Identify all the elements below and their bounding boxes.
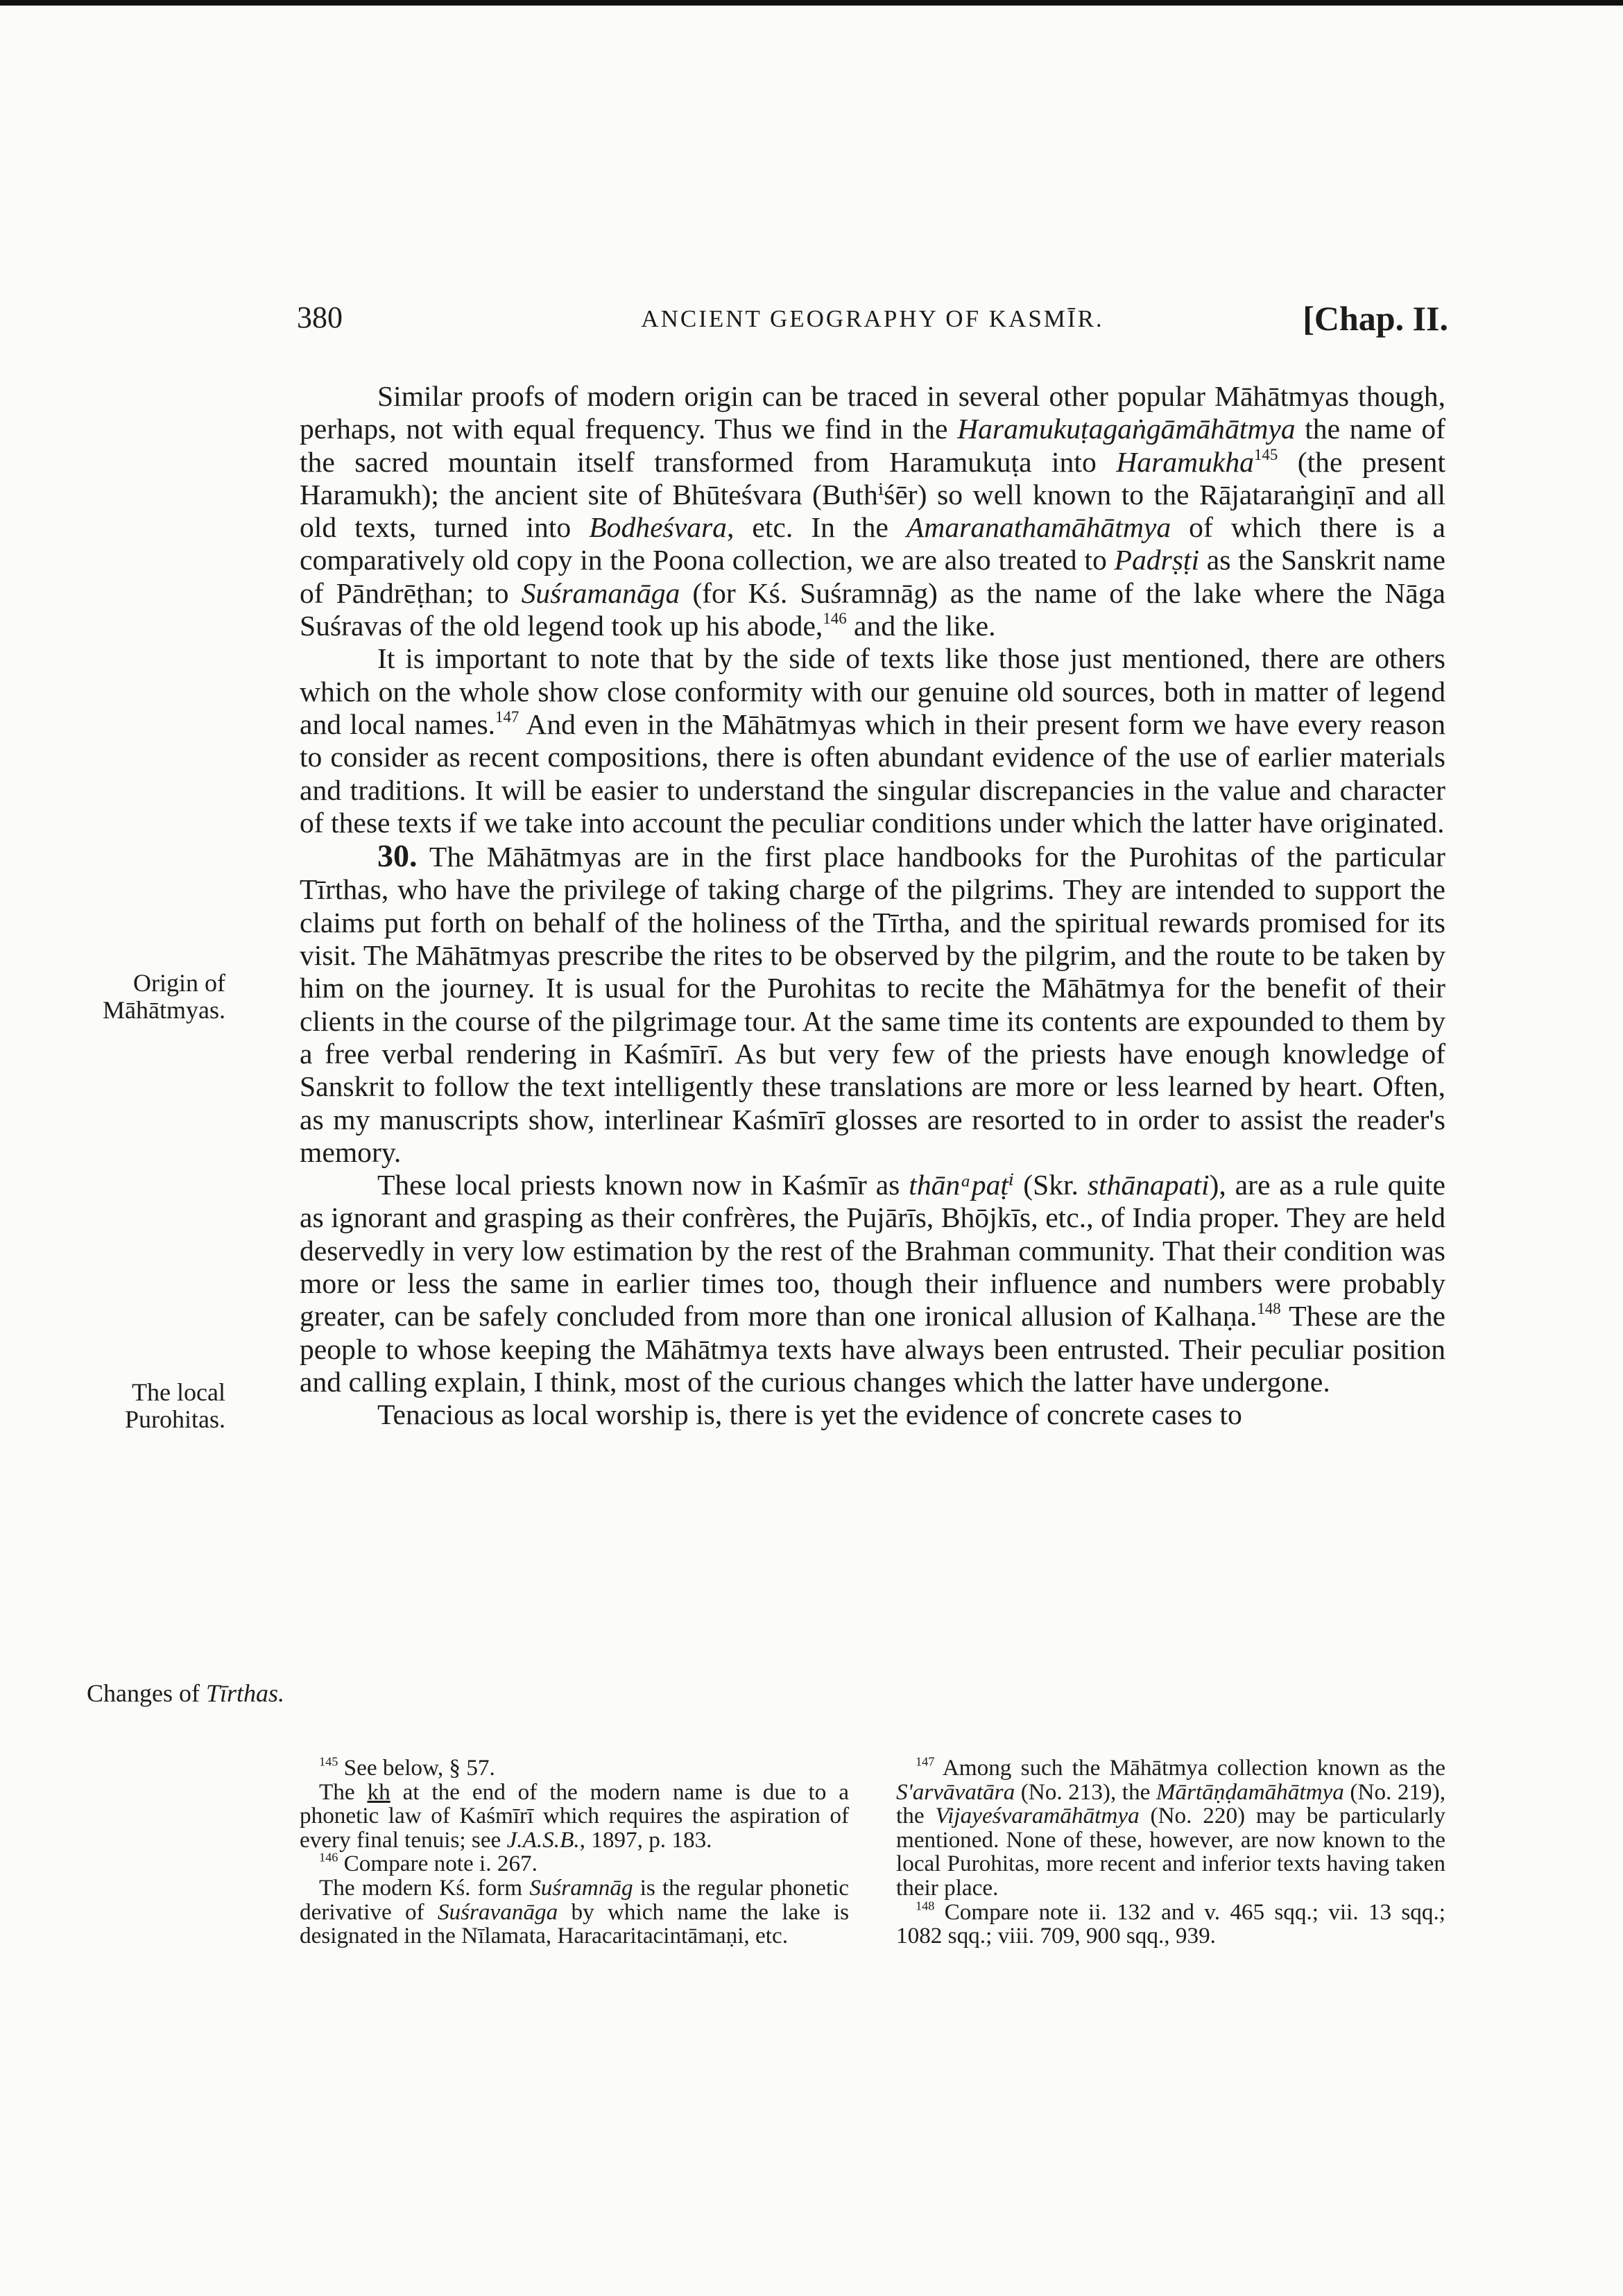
footnote-ref-147: 147 [495,708,519,726]
main-text [300,380,1445,1432]
paragraph-5: Tenacious as local worship is, there is yet the evidence of concrete cases to [377,1398,1242,1431]
running-title: ANCIENT GEOGRAPHY OF KASMĪR. [641,305,1104,332]
paragraph-3: 30. The Māhātmyas are in the first place handbooks for the Purohitas of the particular Tīrthas, who have the privilege of taking charge of the pilgrims. They are intended to support the claims put forth on behalf of the holiness of the Tīrtha, and the spiritual rewards promised for its visit. The Māhātmyas prescribe the rites to be observed by the pilgrim, and the route to be taken by him on the journey. It is usual for the Purohitas to recite the Māhātmya for the benefit of their clients in the course of the pilgrimage tour. At the same time its contents are expounded to them by a free verbal rendering in Kaśmīrī. As but very few of the priests have enough knowledge of Sanskrit to follow the text intelligently these translations are more or less learned by heart. Often, as my manuscripts show, interlinear Kaśmīrī glosses are resorted to in order to assist the reader's memory. [300,838,1445,1168]
footnote-145-cont: The kh at the end of the modern name is due to a phonetic law of Kaśmīrī which requires the aspiration of every final tenuis; see J.A.S.B., 1897, p. 183. [300,1779,849,1853]
footnote-ref-148: 148 [1257,1300,1281,1318]
paragraph-1: Similar proofs of modern origin can be traced in several other popular Māhātmyas though, perhaps, not with equal frequency. Thus we find in the Haramukuṭagaṅgāmāhātmya the name of the sacred mountain itself transformed from Haramukuṭa into Haramukha$^{145}$ (the present Haramukh); the ancient site of Bhūteśvara (Buthⁱśēr) so well known to the Rājataraṅgiṇī and all old texts, turned into Bodheśvara, etc. In the Amaranathamāhātmya of which there is a comparatively old copy in the Poona collection, we are also treated to Padrṣṭi as the Sanskrit name of Pāndrēṭhan; to Suśramanāga (for Kś. Suśramnāg) as the name of the lake where the Nāga Suśravas of the old legend took up his abode,$^{146}$ and the like. [300,380,1446,642]
sidenote-purohitas: The local Purohitas. [124,1378,225,1433]
footnote-148: $^{148}$ Compare note ii. 132 and v. 465 sqq.; vii. 13 sqq.; 1082 sqq.; viii. 709, 900 sqq., 939. [896,1898,1445,1949]
page-header [297,300,1448,348]
paragraph-2: It is important to note that by the side of texts like those just mentioned, there are others which on the whole show close conformity with our genuine old sources, both in matter of legend and local names.$^{147}$ And even in the Māhātmyas which in their present form we have every reason to consider as recent compositions, there is often abundant evidence of the use of earlier materials and traditions. It will be easier to understand the singular discrepancies in the value and character of these texts if we take into account the peculiar conditions under which the latter have originated. [300,642,1446,839]
page-number: 380 [297,300,343,334]
paragraph-4: These local priests known now in Kaśmīr as thānᵃpaṭⁱ (Skr. sthānapati), are as a rule quite as ignorant and grasping as their confrères, the Pujārīs, Bhōjkīs, etc., of India proper. They are held deservedly in very low estimation by the rest of the Brahman community. That their condition was more or less the same in earlier times too, though their influence and numbers were probably greater, can be safely concluded from more than one ironical allusion of Kalhaṇa.$^{148}$ These are the people to whose keeping the Māhātmya texts have always been entrusted. Their peculiar position and calling explain, I think, most of the curious changes which the latter have undergone. [300,1169,1445,1398]
chapter-label: [Chap. II. [1303,299,1448,338]
footnote-ref-146: 146 [823,609,847,627]
top-border [0,0,1623,6]
footnote-146: $^{146}$ Compare note i. 267. [319,1850,538,1877]
footnotes-left-column [300,1756,849,1948]
section-number: 30. [377,838,418,874]
footnotes-right-column [896,1756,1445,1948]
footnote-ref-145: 145 [1253,445,1278,463]
sidenote-changes: Changes of Tīrthas. [86,1679,284,1707]
footnote-146-cont: The modern Kś. form Suśramnāg is the regular phonetic derivative of Suśravanāga by which name the lake is designated in the Nīlamata, Haracaritacintāmaṇi, etc. [300,1874,849,1949]
footnote-145: $^{145}$ See below, § 57. [319,1754,495,1781]
footnote-147: $^{147}$ Among such the Māhātmya collection known as the S'arvāvatāra (No. 213), the Mārtāṇḍamāhātmya (No. 219), the Vijayeśvaramāhātmya (No. 220) may be particularly mentioned. None of these, however, are now known to the local Purohitas, more recent and inferior texts having taken their place. [896,1754,1445,1901]
sidenote-origin: Origin of Māhātmyas. [103,969,225,1024]
